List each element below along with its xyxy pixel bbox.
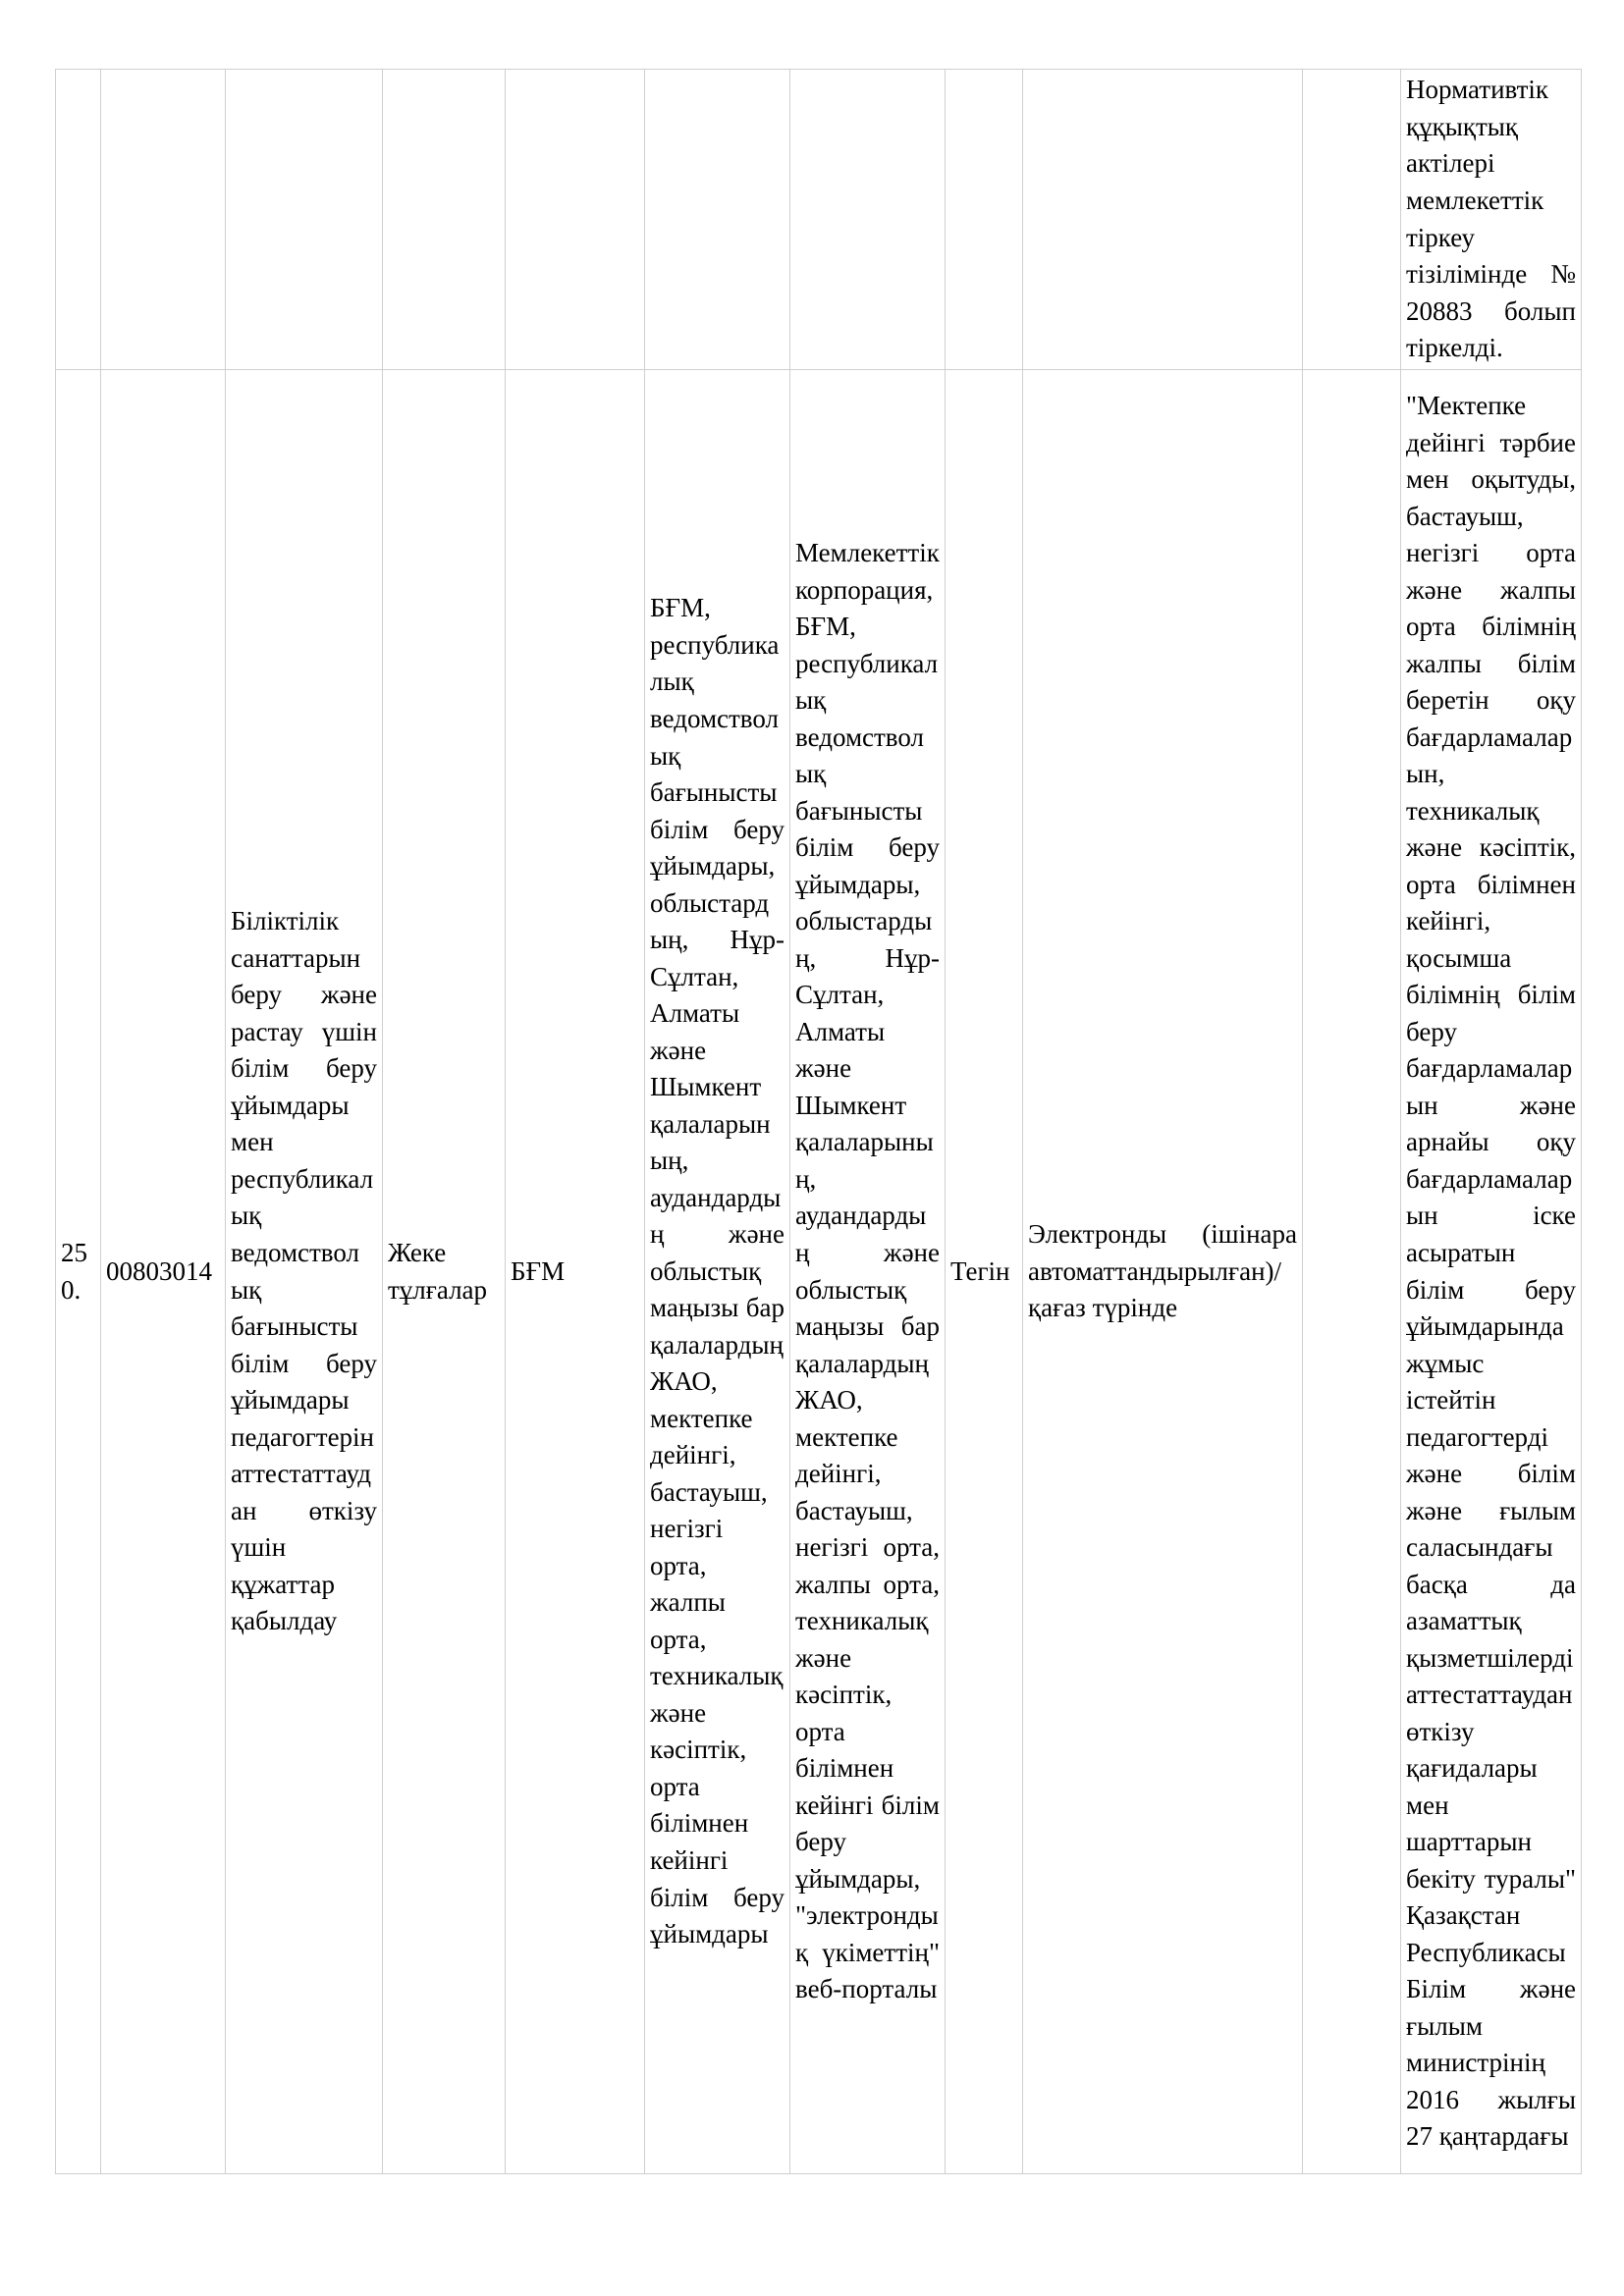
r2-legal-note-cell: "Мектепке дейінгі тәрбие мен оқытуды, бастауыш, негізгі орта және жалпы орта білімнің жалпы білім беретін оқу бағдарламаларын, техникалық және кәсіптік, орта білімнен кейінгі, қосымша білімнің білім беру бағдарламаларын және арнайы оқу бағдарламаларын іске асыратын білім беру ұйымдарында жұмыс істейтін педагогтерді және білім және ғылым саласындағы басқа да азаматтық қызметшілерді аттестаттаудан өткізу қағидалары мен шарттарын бекіту туралы" Қазақстан Республикасы Білім және ғылым министрінің 2016 жылғы 27 қаңтардағы [1401, 370, 1582, 2174]
r1-provider-cell [506, 70, 645, 370]
r1-recipient-cell [383, 70, 506, 370]
r2-code-cell: 00803014 [101, 370, 226, 2174]
r1-fee-cell [946, 70, 1023, 370]
r1-code-cell [101, 70, 226, 370]
r1-num-cell [56, 70, 101, 370]
table-row-registration-note [56, 70, 1582, 370]
r2-provider-cell: БҒМ [506, 370, 645, 2174]
r1-legal-note-cell: Нормативтік құқықтық актілері мемлекеттік тіркеу тізілімінде № 20883 болып тіркелді. [1401, 70, 1582, 370]
r2-form-cell: Электронды (ішінара автоматтандырылған)/ қағаз түрінде [1023, 370, 1303, 2174]
r2-extra-cell [1303, 370, 1401, 2174]
public-services-table [55, 69, 1582, 2174]
r2-fee-cell: Тегін [946, 370, 1023, 2174]
r2-recipient-cell: Жеке тұлғалар [383, 370, 506, 2174]
table-row-service-250 [56, 370, 1582, 2174]
r1-service-name-cell [226, 70, 383, 370]
r2-request-orgs-cell: БҒМ, республикалық ведомстволық бағынысты білім беру ұйымдары, облыстардың, Нұр-Сұлтан, Алматы және Шымкент қалаларының, аудандардың және облыстық маңызы бар қалалардың ЖАО, мектепке дейінгі, бастауыш, негізгі орта, жалпы орта, техникалық және кәсіптік, орта білімнен кейінгі білім беру ұйымдары [645, 370, 790, 2174]
r2-service-name-cell: Біліктілік санаттарын беру және растау үшін білім беру ұйымдары мен республикалық ведомстволық бағынысты білім беру ұйымдары педагогтерін аттестаттаудан өткізу үшін құжаттар қабылдау [226, 370, 383, 2174]
r1-form-cell [1023, 70, 1303, 370]
r1-delivery-orgs-cell [790, 70, 946, 370]
r2-num-cell: 250. [56, 370, 101, 2174]
r1-request-orgs-cell [645, 70, 790, 370]
r2-delivery-orgs-cell: Мемлекеттік корпорация, БҒМ, республикалық ведомстволық бағынысты білім беру ұйымдары, облыстардың, Нұр-Сұлтан, Алматы және Шымкент қалаларының, аудандардың және облыстық маңызы бар қалалардың ЖАО, мектепке дейінгі, бастауыш, негізгі орта, жалпы орта, техникалық және кәсіптік, орта білімнен кейінгі білім беру ұйымдары, "электрондық үкіметтің" веб-порталы [790, 370, 946, 2174]
r1-extra-cell [1303, 70, 1401, 370]
